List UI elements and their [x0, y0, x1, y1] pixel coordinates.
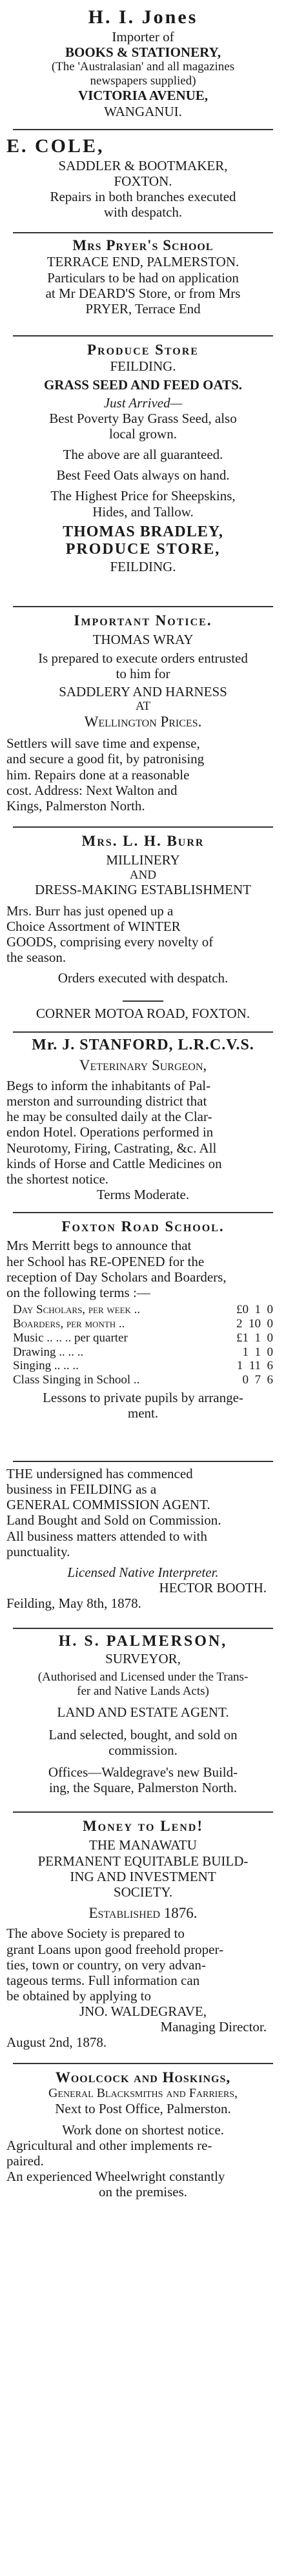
divider-rule	[13, 232, 273, 233]
advert-title: Important Notice.	[74, 612, 212, 629]
advert-line: DRESS-MAKING ESTABLISHMENT	[35, 882, 251, 898]
terms-amount	[243, 1345, 274, 1360]
advert-title: Mrs. L. H. Burr	[81, 833, 205, 849]
advert-line: Particulars to be had on application	[47, 269, 239, 286]
advert-line: paired.	[6, 2152, 44, 2169]
divider-rule	[13, 1461, 273, 1462]
terms-pence: 6	[267, 1359, 273, 1373]
terms-pounds: 2	[236, 1316, 243, 1331]
advert-title: Woolcock and Hoskings,	[55, 2069, 231, 2085]
terms-shillings: 1	[254, 1303, 261, 1316]
terms-pence: 0	[267, 1331, 273, 1345]
advert-line: SURVEYOR,	[105, 1650, 181, 1666]
advert-line: merston and surrounding district that	[6, 1093, 207, 1109]
advert-wray	[6, 612, 280, 814]
terms-row	[13, 1303, 273, 1317]
advert-line: Land Bought and Sold on Commission.	[6, 1512, 221, 1528]
terms-amount	[236, 1303, 273, 1317]
divider-rule	[13, 606, 273, 607]
advert-line: her School has RE-OPENED for the	[6, 1253, 205, 1269]
advert-line: VICTORIA AVENUE,	[77, 88, 209, 104]
advert-line: on the premises.	[98, 2184, 188, 2200]
divider-rule	[13, 335, 273, 337]
terms-row	[13, 1331, 273, 1345]
advert-palmerson	[6, 1633, 280, 1795]
advert-line: newspapers supplied)	[90, 73, 196, 88]
advert-woolcock	[6, 2069, 280, 2200]
advert-line: THOMAS WRAY	[92, 632, 194, 648]
advert-line: HECTOR BOOTH.	[159, 1579, 267, 1595]
advert-jones	[6, 6, 280, 119]
advert-line: local grown.	[109, 426, 177, 442]
advert-line: him. Repairs done at a reasonable	[6, 766, 190, 783]
advert-line: PRODUCE STORE,	[65, 541, 221, 558]
terms-pounds: 1	[242, 1345, 249, 1359]
advert-line: Offices—Waldegrave's new Build-	[48, 1764, 238, 1780]
terms-pounds: £1	[236, 1331, 249, 1345]
advert-money-to-lend	[6, 1818, 280, 2051]
advert-pryer	[6, 237, 280, 317]
advert-line: business in FEILDING as a	[6, 1481, 157, 1498]
divider-rule	[13, 1811, 273, 1813]
divider-rule	[13, 1031, 273, 1033]
advert-line: FEILDING.	[110, 358, 176, 375]
terms-row	[13, 1345, 273, 1360]
terms-label: Class Singing in School ..	[13, 1373, 140, 1387]
advert-burr-address	[6, 1006, 280, 1021]
advert-title: E. COLE,	[6, 135, 105, 157]
advert-line: MILLINERY	[106, 852, 180, 868]
advert-produce-store	[6, 342, 280, 574]
advert-line: kinds of Horse and Cattle Medicines on	[6, 1155, 222, 1171]
terms-pence: 0	[267, 1316, 273, 1331]
terms-row	[13, 1317, 273, 1331]
terms-amount	[237, 1359, 273, 1373]
advert-line: WANGANUI.	[104, 103, 182, 119]
advert-line: with despatch.	[103, 204, 183, 220]
advert-line: General Blacksmiths and Farriers,	[48, 2086, 238, 2101]
advert-line: ties, town or country, on very advan-	[6, 1956, 206, 1973]
divider-rule	[13, 826, 273, 828]
advert-line: The Highest Price for Sheepskins,	[50, 488, 236, 504]
advert-line: Mrs. Burr has just opened up a	[6, 903, 174, 919]
advert-booth	[6, 1466, 280, 1611]
terms-pence: 0	[267, 1345, 273, 1359]
advert-line: Neurotomy, Firing, Castrating, &c. All	[6, 1140, 217, 1156]
advert-line: GRASS SEED AND FEED OATS.	[43, 376, 243, 393]
terms-pounds: 0	[242, 1373, 249, 1387]
advert-line: Kings, Palmerston North.	[6, 797, 145, 814]
advert-line: Agricultural and other implements re-	[6, 2137, 212, 2153]
advert-line: ment.	[127, 1405, 159, 1421]
advert-line: he may be consulted daily at the Clar-	[6, 1109, 212, 1125]
advert-line: be obtained by applying to	[6, 1988, 151, 2004]
advert-line: reception of Day Scholars and Boarders,	[6, 1269, 227, 1285]
advert-line: BOOKS & STATIONERY,	[65, 44, 221, 60]
advert-line: Work done on shortest notice.	[62, 2122, 224, 2138]
advert-line: Veterinary Surgeon,	[79, 1057, 207, 1073]
divider-rule	[13, 1628, 273, 1629]
advert-line: Established 1876.	[88, 1905, 198, 1921]
advert-line: ing, the Square, Palmerston North.	[48, 1779, 238, 1795]
terms-table	[6, 1303, 280, 1387]
advert-line: cost. Address: Next Walton and	[6, 782, 178, 798]
advert-line: SADDLERY AND HARNESS	[59, 683, 227, 699]
advert-line: Importer of	[112, 28, 174, 44]
advert-line: Wellington Prices.	[84, 713, 202, 730]
advert-line: An experienced Wheelwright constantly	[6, 2169, 225, 2184]
advert-line: endon Hotel. Operations performed in	[6, 1124, 214, 1140]
advert-line: THE MANAWATU	[89, 1837, 197, 1853]
advert-line: the shortest notice.	[6, 1171, 109, 1187]
advert-line: TERRACE END, PALMERSTON.	[46, 254, 240, 270]
advert-line: the season.	[6, 949, 66, 965]
advert-line: AT	[135, 699, 151, 713]
advert-line: and secure a good fit, by patronising	[6, 751, 205, 767]
advert-line: (Authorised and Licensed under the Trans-	[37, 1670, 249, 1684]
advert-line: Settlers will save time and expense,	[6, 736, 200, 752]
advert-line: LAND AND ESTATE AGENT.	[57, 1704, 229, 1721]
advert-merritt-school	[6, 1218, 280, 1421]
advert-line: Lessons to private pupils by arrange-	[43, 1390, 243, 1406]
advert-line: JNO. WALDEGRAVE,	[79, 2004, 207, 2020]
terms-row	[13, 1359, 273, 1373]
advert-line: Mrs Merritt begs to announce that	[6, 1238, 192, 1254]
advert-line: Is prepared to execute orders entrusted	[38, 650, 248, 666]
advert-line: tageous terms. Full information can	[6, 1972, 200, 1988]
terms-amount	[243, 1373, 274, 1387]
advert-line: Orders executed with despatch.	[57, 970, 229, 986]
advert-line: The above Society is prepared to	[6, 1926, 185, 1942]
advert-line: GOODS, comprising every novelty of	[6, 933, 214, 950]
terms-label: Singing .. .. ..	[13, 1359, 79, 1373]
terms-label: Drawing .. .. ..	[13, 1345, 84, 1359]
advert-line: to him for	[116, 665, 170, 681]
advert-title: Foxton Road School.	[61, 1218, 225, 1234]
advert-title: H. I. Jones	[88, 6, 198, 28]
advert-line: FEILDING.	[110, 558, 176, 574]
divider-short	[123, 1000, 163, 1002]
advert-title: Mr. J. STANFORD, L.R.C.V.S.	[32, 1037, 254, 1053]
advert-line: All business matters attended to with	[6, 1528, 207, 1544]
advert-line: Land selected, bought, and sold on	[48, 1726, 238, 1742]
advert-line: AND	[129, 868, 157, 882]
advert-line: Terms Moderate.	[96, 1187, 190, 1203]
advert-line: Licensed Native Interpreter.	[67, 1564, 219, 1580]
advert-line: grant Loans upon good freehold proper-	[6, 1941, 224, 1957]
divider-rule	[13, 1212, 273, 1213]
advert-title: H. S. PALMERSON,	[58, 1633, 228, 1650]
advert-title: Money to Lend!	[82, 1818, 204, 1834]
divider-rule	[13, 2063, 273, 2064]
advert-line: punctuality.	[6, 1543, 70, 1559]
terms-label: Music .. .. .. per quarter	[13, 1331, 128, 1345]
advert-line: fer and Native Lands Acts)	[77, 1684, 209, 1698]
terms-shillings: 11	[249, 1359, 261, 1373]
advert-line: FOXTON.	[114, 173, 172, 189]
advert-line: CORNER MOTOA ROAD, FOXTON.	[36, 1006, 250, 1021]
terms-pounds: 1	[236, 1359, 243, 1373]
advert-line: PRYER, Terrace End	[85, 300, 201, 317]
advert-line: Begs to inform the inhabitants of Pal-	[6, 1078, 211, 1094]
advert-line: Managing Director.	[160, 2019, 267, 2035]
terms-amount	[236, 1331, 273, 1345]
terms-shillings: 1	[254, 1345, 261, 1359]
terms-shillings: 7	[254, 1373, 261, 1387]
advert-line: (The 'Australasian' and all magazines	[51, 59, 235, 73]
advert-line: SOCIETY.	[113, 1884, 173, 1900]
divider-rule	[13, 129, 273, 130]
advert-line: Best Poverty Bay Grass Seed, also	[49, 410, 237, 426]
terms-label: Boarders, per month ..	[13, 1316, 125, 1331]
advert-line: Choice Assortment of WINTER	[6, 918, 181, 934]
advert-line: Just Arrived—	[103, 395, 183, 411]
advert-line: Feilding, May 8th, 1878.	[6, 1595, 141, 1612]
advert-stanford	[6, 1037, 280, 1202]
terms-pence: 0	[267, 1303, 273, 1316]
terms-shillings: 1	[254, 1331, 261, 1345]
advert-title: Produce Store	[87, 342, 199, 358]
advert-line: THOMAS BRADLEY,	[63, 523, 223, 540]
advert-line: August 2nd, 1878.	[6, 2034, 107, 2051]
terms-amount	[236, 1317, 273, 1331]
advert-burr	[6, 833, 280, 986]
advert-line: THE undersigned has commenced	[6, 1466, 193, 1481]
advert-line: Repairs in both branches executed	[50, 188, 236, 204]
advert-cole	[6, 135, 280, 220]
terms-pence: 6	[267, 1373, 273, 1387]
advert-line: The above are all guaranteed.	[63, 447, 223, 463]
advert-line: at Mr DEARD'S Store, or from Mrs	[45, 285, 241, 301]
advert-title: Mrs Pryer's School	[72, 237, 214, 253]
advert-line: GENERAL COMMISSION AGENT.	[6, 1497, 210, 1513]
advert-line: Next to Post Office, Palmerston.	[55, 2101, 231, 2117]
advert-line: SADDLER & BOOTMAKER,	[58, 157, 228, 173]
advert-line: PERMANENT EQUITABLE BUILD-	[37, 1853, 249, 1869]
advert-line: Hides, and Tallow.	[92, 503, 194, 520]
terms-shillings: 10	[249, 1316, 261, 1331]
terms-row	[13, 1373, 273, 1387]
advert-line: ING AND INVESTMENT	[70, 1868, 216, 1884]
terms-label: Day Scholars, per week ..	[13, 1303, 141, 1316]
advert-line: commission.	[108, 1742, 178, 1758]
terms-pounds: £0	[236, 1303, 249, 1316]
advert-line: Best Feed Oats always on hand.	[56, 467, 230, 483]
advert-line: on the following terms :—	[6, 1284, 150, 1300]
